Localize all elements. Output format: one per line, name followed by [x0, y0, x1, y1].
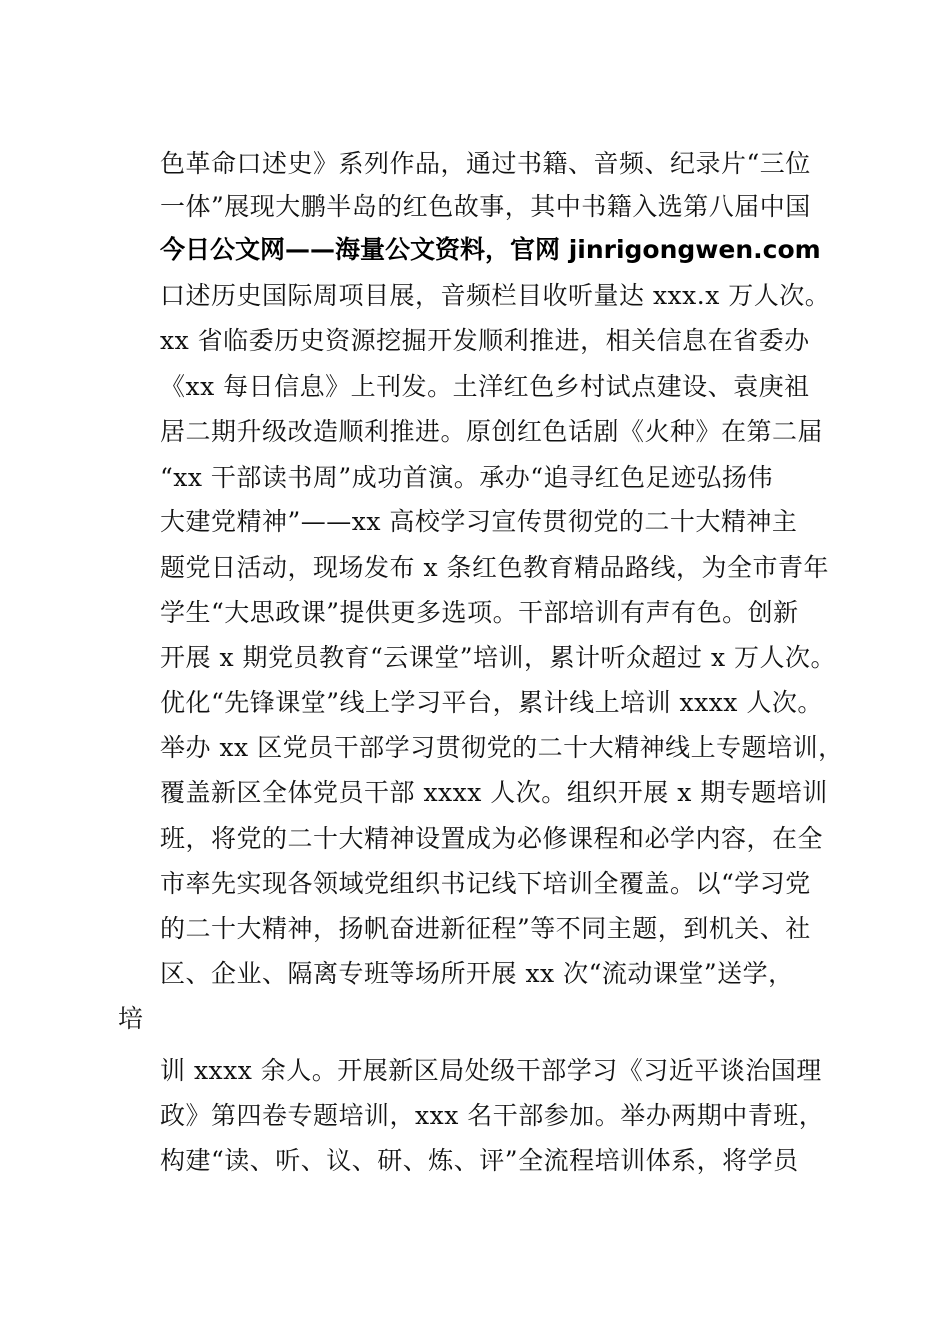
text-line-20: 训 xxxx 余人。开展新区局处级干部学习《习近平谈治国理 [160, 1056, 822, 1085]
text-line-1: 色革命口述史》系列作品，通过书籍、音频、纪录片“三位 [160, 149, 811, 178]
text-line-12: 优化“先锋课堂”线上学习平台，累计线上培训 xxxx 人次。 [160, 688, 823, 717]
text-line-8: 大建党精神”——xx 高校学习宣传贯彻党的二十大精神主 [160, 507, 798, 536]
text-line-7: “xx 干部读书周”成功首演。承办“追寻红色足迹弘扬伟 [160, 463, 773, 492]
text-line-18: 区、企业、隔离专班等场所开展 xx 次“流动课堂”送学， [160, 959, 794, 988]
text-line-2: 一体”展现大鹏半岛的红色故事，其中书籍入选第八届中国 [160, 192, 811, 221]
text-line-5: 《xx 每日信息》上刊发。土洋红色乡村试点建设、袁庚祖 [160, 372, 810, 401]
watermark-banner: 今日公文网——海量公文资料，官网 jinrigongwen.com [160, 235, 821, 264]
text-line-17: 的二十大精神，扬帆奋进新征程”等不同主题，到机关、社 [160, 914, 811, 943]
text-line-14: 覆盖新区全体党员干部 xxxx 人次。组织开展 x 期专题培训 [160, 778, 828, 807]
text-line-9: 题党日活动，现场发布 x 条红色教育精品路线，为全市青年 [160, 553, 829, 582]
text-line-10: 学生“大思政课”提供更多选项。干部培训有声有色。创新 [160, 598, 799, 627]
text-line-3: 口述历史国际周项目展，音频栏目收听量达 xxx.x 万人次。 [160, 281, 831, 310]
text-line-22: 构建“读、听、议、研、炼、评”全流程培训体系，将学员 [160, 1146, 799, 1175]
text-line-16: 市率先实现各领域党组织书记线下培训全覆盖。以“学习党 [160, 869, 811, 898]
text-line-4: xx 省临委历史资源挖掘开发顺利推进，相关信息在省委办 [160, 326, 810, 355]
text-line-15: 班，将党的二十大精神设置成为必修课程和必学内容，在全 [160, 824, 824, 853]
text-line-19: 培 [118, 1004, 144, 1033]
text-line-21: 政》第四卷专题培训，xxx 名干部参加。举办两期中青班， [160, 1101, 825, 1130]
text-line-6: 居二期升级改造顺利推进。原创红色话剧《火种》在第二届 [160, 417, 824, 446]
text-line-13: 举办 xx 区党员干部学习贯彻党的二十大精神线上专题培训， [160, 733, 844, 762]
text-line-11: 开展 x 期党员教育“云课堂”培训，累计听众超过 x 万人次。 [160, 643, 837, 672]
